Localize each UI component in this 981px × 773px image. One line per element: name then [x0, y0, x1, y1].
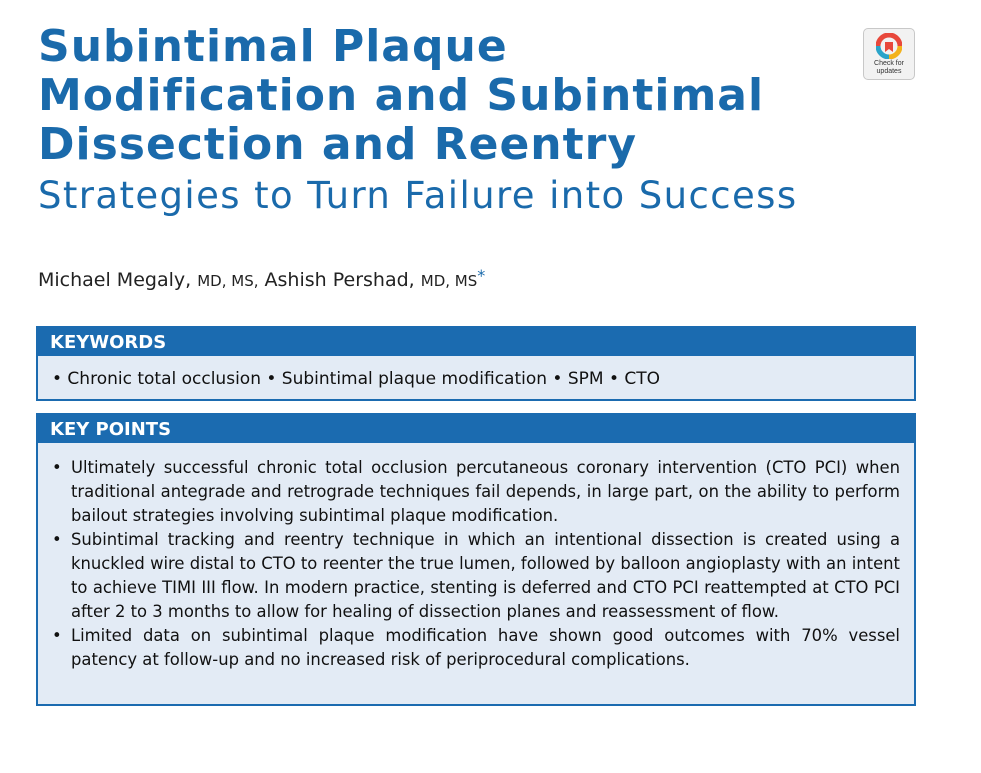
bullet: •	[52, 626, 62, 645]
article-title	[38, 22, 838, 219]
author-degrees-2: MD, MS	[420, 272, 478, 290]
check-for-updates-badge[interactable]	[863, 28, 915, 80]
title-line-3: Dissection and Reentry	[38, 119, 638, 170]
badge-label-2: updates	[876, 68, 902, 75]
key-point-item	[52, 456, 900, 528]
keywords-box	[36, 326, 916, 401]
author-line	[38, 266, 485, 291]
author-name-1: Michael Megaly,	[38, 269, 192, 291]
article-subtitle: Strategies to Turn Failure into Success	[38, 174, 798, 217]
keywords-list: • Chronic total occlusion • Subintimal plaque modification • SPM • CTO	[52, 369, 661, 389]
key-point-text: Subintimal tracking and reentry technique in which an intentional dissection is created using a knuckled wire distal to CTO to reenter the true lumen, followed by balloon angioplasty with an intent to achieve TIMI III flow. In modern practice, stenting is deferred and CTO PCI reattempted at CTO PCI after 2 to 3 months to allow for healing of dissection planes and reassessment of flow.	[71, 530, 900, 621]
key-point-item	[52, 528, 900, 624]
author-degrees-1: MD, MS,	[197, 272, 259, 290]
bullet: •	[52, 458, 62, 477]
title-line-1: Subintimal Plaque	[38, 21, 508, 72]
key-point-item	[52, 624, 900, 672]
key-point-text: Limited data on subintimal plaque modification have shown good outcomes with 70% vessel patency at follow-up and no increased risk of periprocedural complications.	[71, 626, 900, 669]
key-points-list	[38, 443, 914, 672]
check-for-updates-icon	[876, 33, 902, 59]
corresponding-author-mark[interactable]: *	[477, 266, 486, 285]
key-points-heading: KEY POINTS	[38, 415, 914, 443]
author-name-2: Ashish Pershad,	[264, 269, 415, 291]
badge-label-1: Check for	[874, 60, 904, 67]
keywords-heading: KEYWORDS	[38, 328, 914, 356]
key-point-text: Ultimately successful chronic total occlusion percutaneous coronary intervention (CTO PCI) when traditional antegrade and retrograde techniques fail depends, in large part, on the ability to perform bailout strategies involving subintimal plaque modification.	[71, 458, 900, 525]
title-line-2: Modification and Subintimal	[38, 70, 765, 121]
key-points-box	[36, 413, 916, 706]
bullet: •	[52, 530, 62, 549]
